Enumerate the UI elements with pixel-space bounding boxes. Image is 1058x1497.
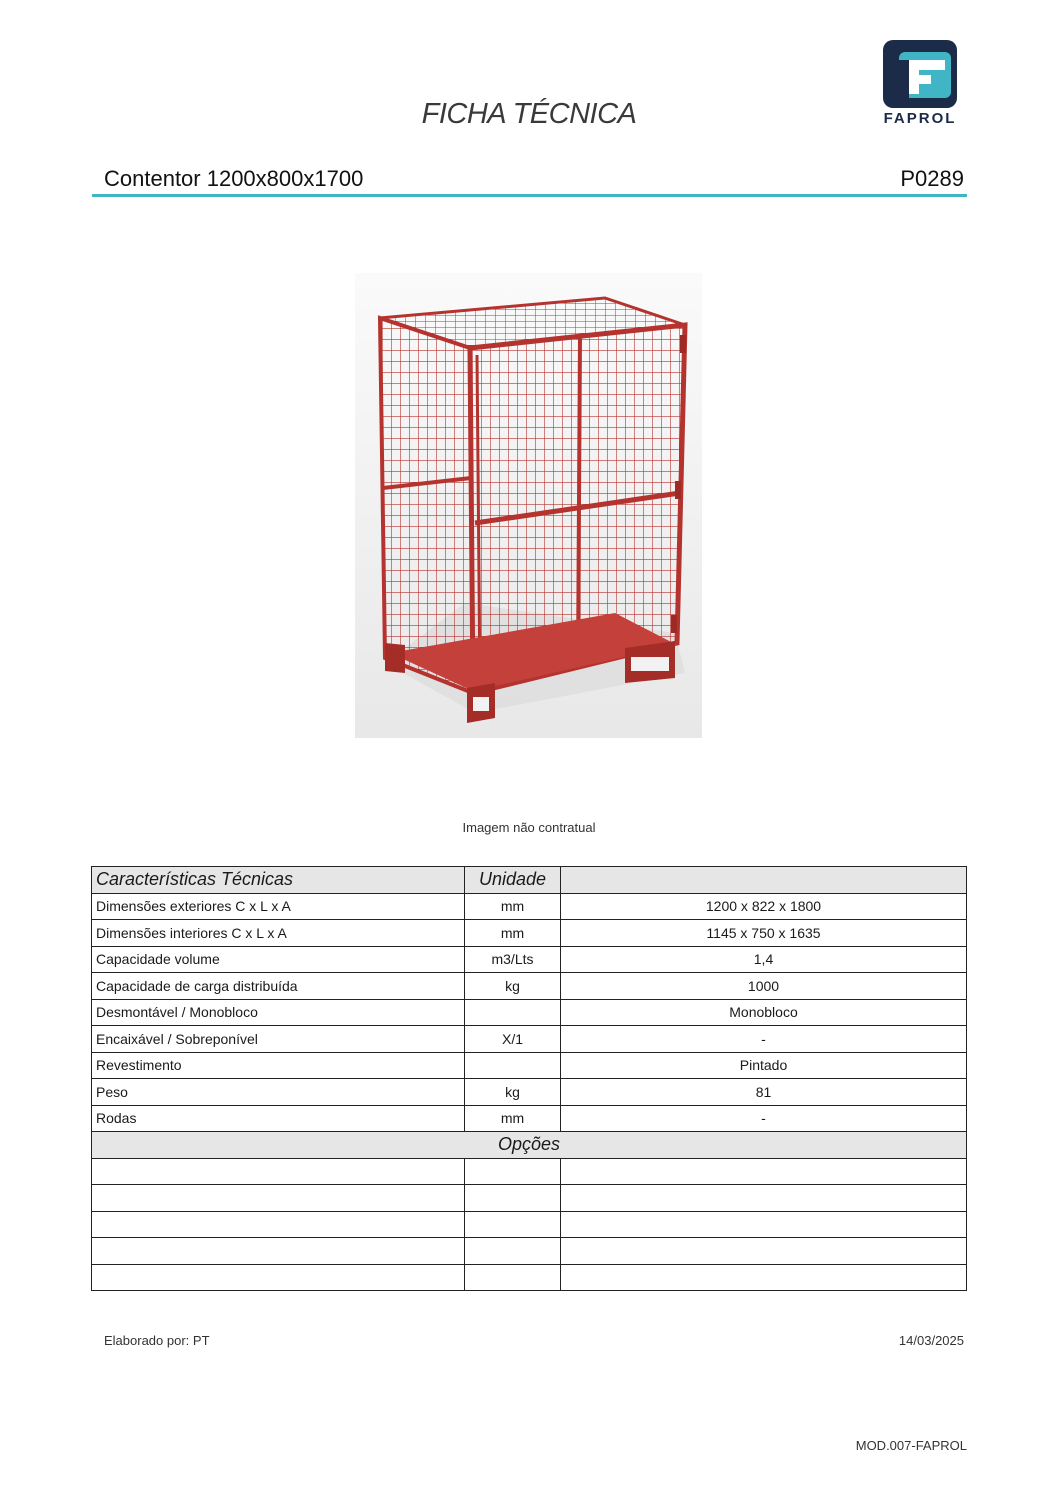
mesh-container-image: [355, 273, 702, 738]
row-value: 1000: [561, 973, 967, 1000]
table-row: [92, 973, 967, 1000]
row-value: 1,4: [561, 946, 967, 973]
empty-option-row: [92, 1185, 967, 1212]
row-label: Revestimento: [92, 1052, 465, 1079]
table-header-row: [92, 867, 967, 894]
table-row: [92, 999, 967, 1026]
empty-cell: [561, 1158, 967, 1185]
empty-cell: [561, 1185, 967, 1212]
row-label: Rodas: [92, 1105, 465, 1132]
empty-option-row: [92, 1238, 967, 1265]
empty-cell: [465, 1211, 561, 1238]
row-unit: [465, 1052, 561, 1079]
row-unit: [465, 999, 561, 1026]
empty-cell: [465, 1238, 561, 1265]
row-unit: X/1: [465, 1026, 561, 1053]
form-code: MOD.007-FAPROL: [855, 1438, 967, 1453]
row-label: Capacidade volume: [92, 946, 465, 973]
technical-specs-table: [91, 866, 967, 1291]
table-row: [92, 920, 967, 947]
header-characteristics: Características Técnicas: [92, 867, 465, 894]
empty-option-row: [92, 1211, 967, 1238]
row-value: 81: [561, 1079, 967, 1106]
options-header-row: [92, 1132, 967, 1159]
row-unit: mm: [465, 893, 561, 920]
empty-cell: [92, 1158, 465, 1185]
product-code: P0289: [900, 166, 964, 191]
empty-cell: [92, 1238, 465, 1265]
row-value: 1145 x 750 x 1635: [561, 920, 967, 947]
empty-cell: [92, 1185, 465, 1212]
table-row: [92, 1052, 967, 1079]
header-unit: Unidade: [465, 867, 561, 894]
row-unit: mm: [465, 920, 561, 947]
row-value: -: [561, 1105, 967, 1132]
row-label: Desmontável / Monobloco: [92, 999, 465, 1026]
empty-option-row: [92, 1264, 967, 1291]
logo-text: FAPROL: [883, 110, 957, 127]
empty-cell: [92, 1264, 465, 1291]
document-date: 14/03/2025: [898, 1333, 964, 1348]
empty-cell: [465, 1185, 561, 1212]
row-label: Peso: [92, 1079, 465, 1106]
row-unit: kg: [465, 1079, 561, 1106]
empty-cell: [465, 1158, 561, 1185]
row-unit: kg: [465, 973, 561, 1000]
options-label: Opções: [92, 1132, 967, 1159]
product-name: Contentor 1200x800x1700: [104, 166, 364, 191]
empty-cell: [561, 1264, 967, 1291]
header-value: [561, 867, 967, 894]
empty-cell: [92, 1211, 465, 1238]
row-label: Dimensões interiores C x L x A: [92, 920, 465, 947]
document-title: FICHA TÉCNICA: [421, 98, 637, 130]
table-row: [92, 1105, 967, 1132]
row-label: Dimensões exteriores C x L x A: [92, 893, 465, 920]
table-row: [92, 1026, 967, 1053]
row-value: Pintado: [561, 1052, 967, 1079]
empty-cell: [561, 1211, 967, 1238]
row-label: Encaixável / Sobreponível: [92, 1026, 465, 1053]
table-row: [92, 1079, 967, 1106]
row-value: Monobloco: [561, 999, 967, 1026]
image-caption: Imagem não contratual: [462, 820, 596, 835]
row-value: -: [561, 1026, 967, 1053]
row-unit: mm: [465, 1105, 561, 1132]
prepared-by: Elaborado por: PT: [104, 1333, 210, 1348]
empty-option-row: [92, 1158, 967, 1185]
row-unit: m3/Lts: [465, 946, 561, 973]
row-label: Capacidade de carga distribuída: [92, 973, 465, 1000]
table-row: [92, 946, 967, 973]
empty-cell: [465, 1264, 561, 1291]
table-row: [92, 893, 967, 920]
row-value: 1200 x 822 x 1800: [561, 893, 967, 920]
title-divider: [92, 194, 967, 197]
empty-cell: [561, 1238, 967, 1265]
